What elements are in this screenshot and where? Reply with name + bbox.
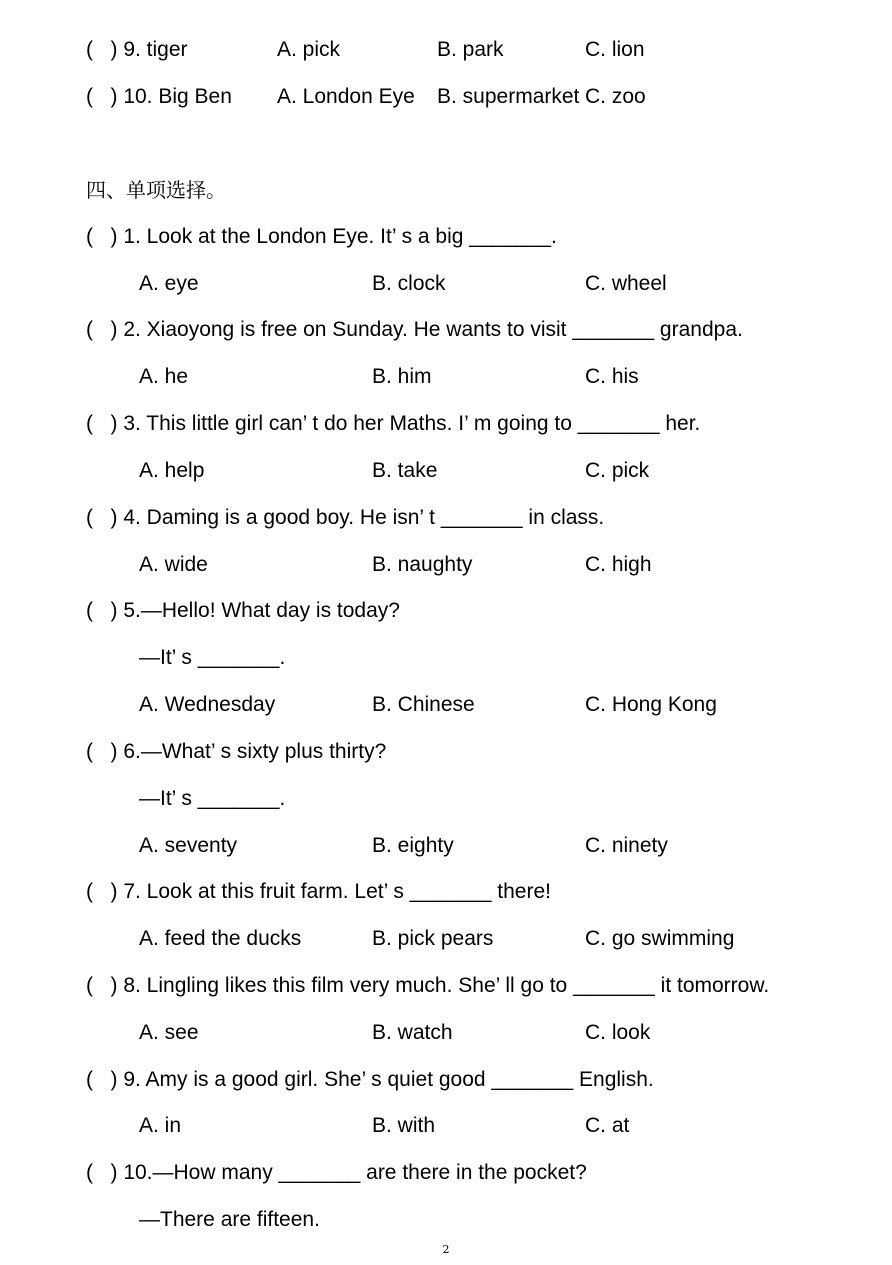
option-a: A. feed the ducks: [139, 927, 302, 950]
option-a: A. eye: [139, 272, 199, 295]
option-a: A. pick: [277, 38, 341, 61]
option-c: C. at: [585, 1114, 630, 1137]
option-b: B. Chinese: [372, 693, 475, 716]
option-c: C. pick: [585, 459, 650, 482]
prev-item-9: [0, 35, 645, 65]
question-1-options: [0, 269, 667, 299]
dialogue-reply: —It’ s _______.: [139, 787, 286, 810]
option-a: A. in: [139, 1114, 182, 1137]
question-6: [0, 737, 387, 767]
option-c: C. high: [585, 553, 652, 576]
option-a: A. wide: [139, 553, 208, 576]
option-c: C. look: [585, 1021, 651, 1044]
question-3: [0, 409, 701, 439]
question-7: [0, 877, 551, 907]
page-number: 2: [442, 1243, 450, 1256]
question-2-options: [0, 362, 639, 392]
question-stem: ( ) 7. Look at this fruit farm. Let’ s _______ there!: [86, 880, 551, 903]
question-4-options: [0, 550, 652, 580]
question-4: [0, 503, 605, 533]
prev-item-10: [0, 82, 646, 112]
question-stem: ( ) 1. Look at the London Eye. It’ s a big _______.: [86, 225, 557, 248]
option-b: B. with: [372, 1114, 436, 1137]
question-8: [0, 971, 770, 1001]
question-6-reply: [0, 784, 286, 814]
question-stem: ( ) 5.—Hello! What day is today?: [86, 599, 400, 622]
option-a: A. seventy: [139, 834, 238, 857]
question-6-options: [0, 831, 668, 861]
option-b: B. naughty: [372, 553, 473, 576]
option-b: B. eighty: [372, 834, 454, 857]
question-5-options: [0, 690, 717, 720]
dialogue-reply: —There are fifteen.: [139, 1208, 320, 1231]
question-stem: ( ) 10.—How many _______ are there in the pocket?: [86, 1161, 587, 1184]
question-stem: ( ) 2. Xiaoyong is free on Sunday. He wants to visit _______ grandpa.: [86, 318, 743, 341]
question-1: [0, 222, 557, 252]
question-10-reply: [0, 1205, 320, 1235]
question-stem: ( ) 10. Big Ben: [86, 85, 232, 108]
option-c: C. zoo: [585, 85, 646, 108]
question-stem: ( ) 6.—What’ s sixty plus thirty?: [86, 740, 387, 763]
question-stem: ( ) 8. Lingling likes this film very much. She’ ll go to _______ it tomorrow.: [86, 974, 770, 997]
option-a: A. see: [139, 1021, 199, 1044]
question-stem: ( ) 3. This little girl can’ t do her Maths. I’ m going to _______ her.: [86, 412, 701, 435]
question-3-options: [0, 456, 650, 486]
option-c: C. lion: [585, 38, 645, 61]
option-b: B. clock: [372, 272, 446, 295]
option-a: A. Wednesday: [139, 693, 276, 716]
question-5: [0, 596, 400, 626]
section-title-text: 四、单项选择。: [86, 178, 226, 202]
question-stem: ( ) 9. Amy is a good girl. She’ s quiet good _______ English.: [86, 1068, 654, 1091]
option-a: A. London Eye: [277, 85, 415, 108]
section-title: [0, 175, 226, 205]
question-5-reply: [0, 643, 286, 673]
option-b: B. him: [372, 365, 432, 388]
question-9-options: [0, 1111, 630, 1141]
option-c: C. his: [585, 365, 639, 388]
option-c: C. Hong Kong: [585, 693, 717, 716]
question-9: [0, 1065, 654, 1095]
question-7-options: [0, 924, 735, 954]
option-c: C. wheel: [585, 272, 667, 295]
question-2: [0, 315, 743, 345]
question-stem: ( ) 9. tiger: [86, 38, 188, 61]
option-b: B. supermarket: [437, 85, 580, 108]
option-b: B. watch: [372, 1021, 453, 1044]
question-8-options: [0, 1018, 651, 1048]
option-c: C. go swimming: [585, 927, 735, 950]
option-b: B. pick pears: [372, 927, 494, 950]
question-stem: ( ) 4. Daming is a good boy. He isn’ t _______ in class.: [86, 506, 605, 529]
option-a: A. he: [139, 365, 189, 388]
option-b: B. park: [437, 38, 504, 61]
dialogue-reply: —It’ s _______.: [139, 646, 286, 669]
question-10: [0, 1158, 587, 1188]
option-b: B. take: [372, 459, 438, 482]
option-a: A. help: [139, 459, 205, 482]
option-c: C. ninety: [585, 834, 668, 857]
